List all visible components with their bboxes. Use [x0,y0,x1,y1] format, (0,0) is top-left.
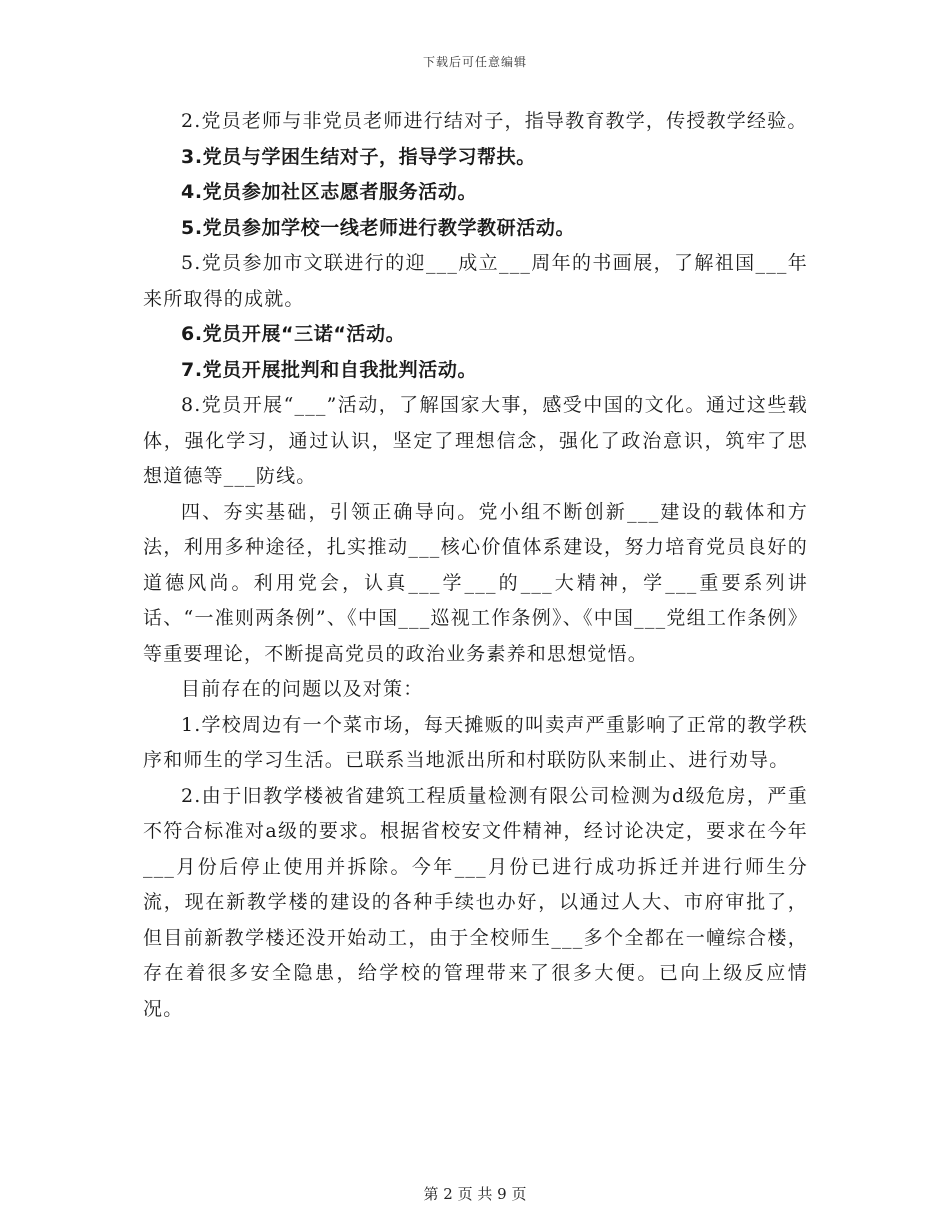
paragraph: 5.党员参加市文联进行的迎___成立___周年的书画展，了解祖国___年来所取得的成就。 [143,252,808,310]
document-body [143,104,808,1027]
paragraph: 2.由于旧教学楼被省建筑工程质量检测有限公司检测为d级危房，严重不符合标准对a级的要求。根据省校安文件精神，经讨论决定，要求在今年___月份后停止使用并拆除。今年___月份已进行成功拆迁并进行师生分流，现在新教学楼的建设的各种手续也办好，以通过人大、市府审批了，但目前新教学楼还没开始动工，由于全校师生___多个全都在一幢综合楼，存在着很多安全隐患，给学校的管理带来了很多大便。已向上级反应情况。 [143,784,808,1020]
paragraph: 4.党员参加社区志愿者服务活动。 [181,181,478,203]
paragraph: 6.党员开展“三诺“活动。 [181,323,406,345]
page-header: 下载后可任意编辑 [422,55,527,69]
paragraph: 3.党员与学困生结对子，指导学习帮扶。 [181,145,536,168]
paragraph: 8.党员开展“___”活动，了解国家大事，感受中国的文化。通过这些载体，强化学习，通过认识，坚定了理想信念，强化了政治意识，筑牢了思想道德等___防线。 [143,394,808,487]
paragraph: 目前存在的问题以及对策： [181,678,424,700]
paragraph: 1.学校周边有一个菜市场，每天摊贩的叫卖声严重影响了正常的教学秩序和师生的学习生活。已联系当地派出所和村联防队来制止、进行劝导。 [143,713,808,771]
paragraph: 5.党员参加学校一线老师进行教学教研活动。 [181,216,576,239]
page-footer: 第 2 页 共 9 页 [423,1185,527,1203]
paragraph: 7.党员开展批判和自我批判活动。 [181,358,478,381]
paragraph: 四、夯实基础，引领正确导向。党小组不断创新___建设的载体和方法，利用多种途径，扎实推动___核心价值体系建设，努力培育党员良好的道德风尚。利用党会，认真___学___的___大精神，学___重要系列讲话、“一准则两条例”、《中国___巡视工作条例》、《中国___党组工作条例》等重要理论，不断提高党员的政治业务素养和思想觉悟。 [143,500,808,665]
paragraph: 2.党员老师与非党员老师进行结对子，指导教育教学，传授教学经验。 [181,110,808,132]
